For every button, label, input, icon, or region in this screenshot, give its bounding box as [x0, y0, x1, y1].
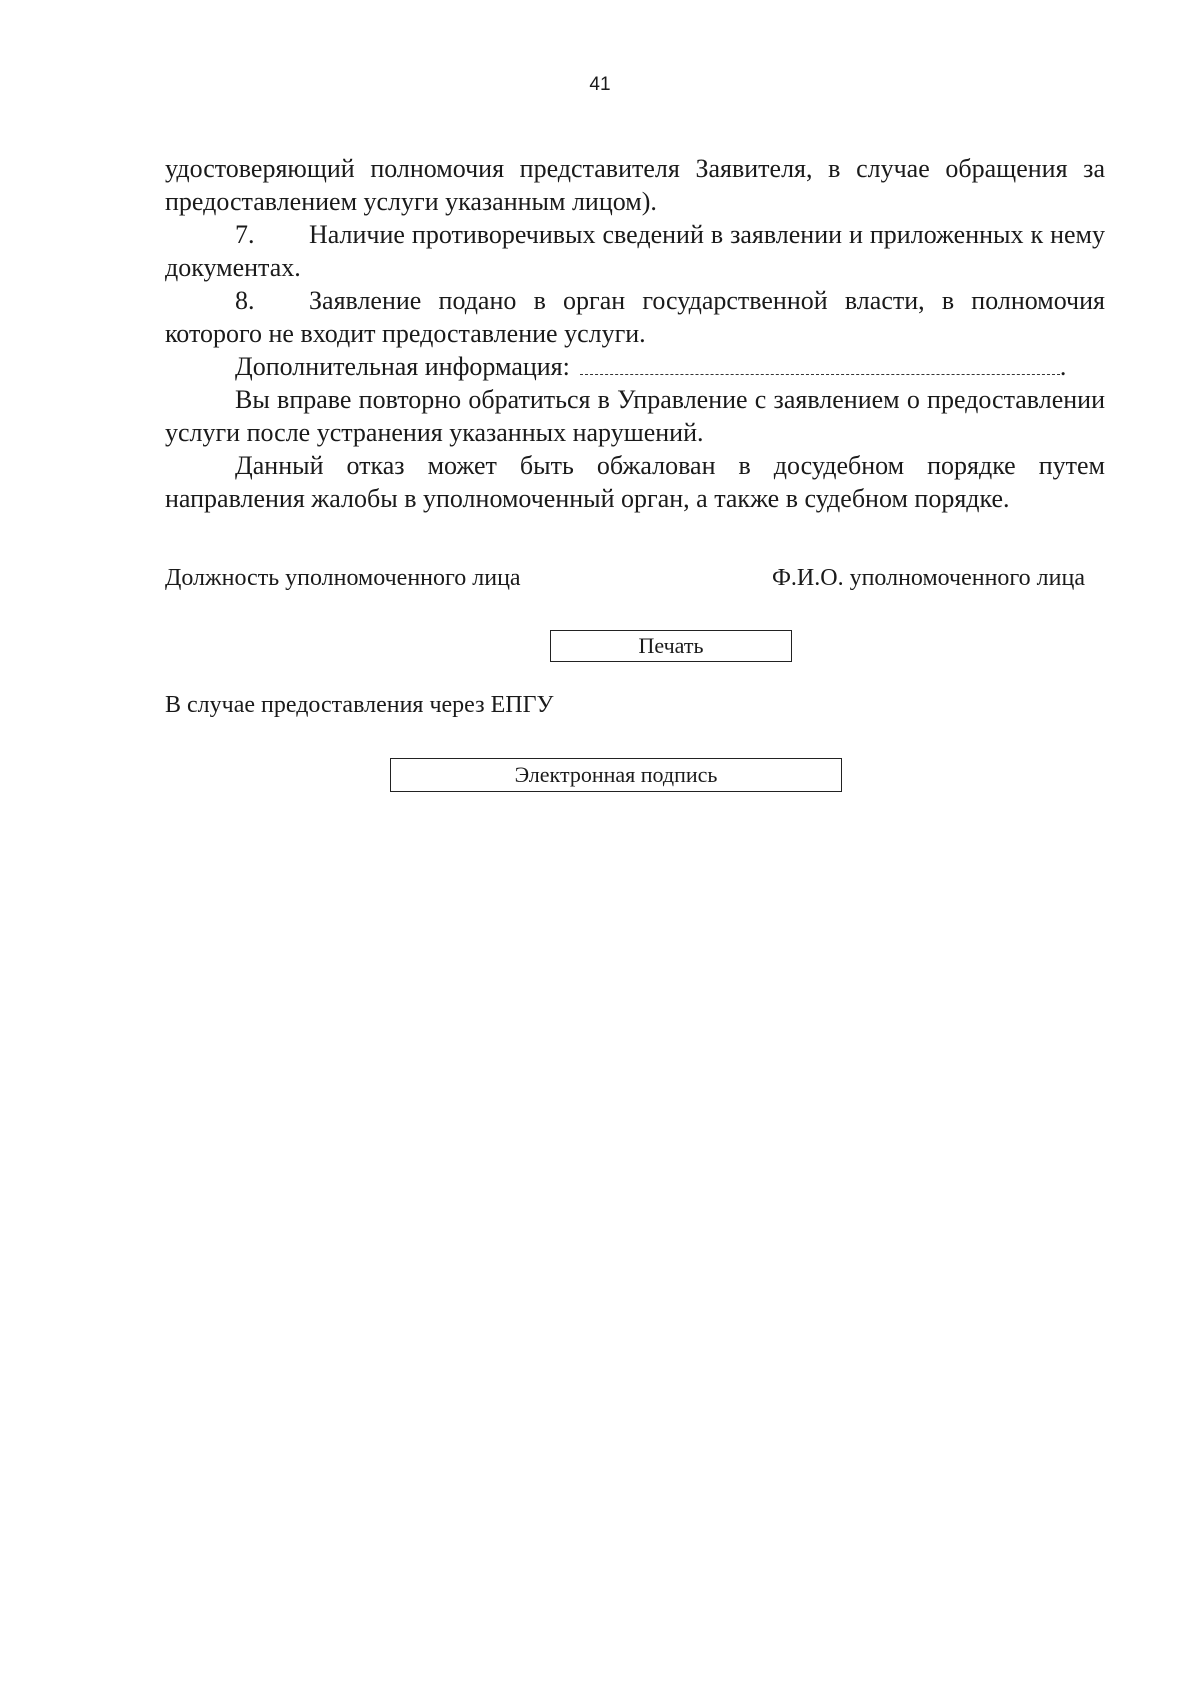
item-7-number: 7.: [235, 220, 255, 249]
item-7: [165, 218, 1105, 284]
position-label: Должность уполномоченного лица: [165, 565, 521, 591]
additional-info-blank: [580, 352, 1060, 375]
additional-info-line: [165, 350, 1105, 383]
additional-info-label: Дополнительная информация:: [235, 352, 570, 381]
name-label: Ф.И.О. уполномоченного лица: [771, 565, 1085, 591]
document-body: [165, 152, 1105, 515]
electronic-signature-box: Электронная подпись: [390, 758, 842, 792]
additional-info-end: .: [1059, 352, 1067, 381]
continuation-paragraph: удостоверяющий полномочия представителя Заявителя, в случае обращения за предоставлением услуги указанным лицом).: [165, 154, 1105, 216]
item-8-text: Заявление подано в орган государственной власти, в полномочия которого не входит предоставление услуги.: [165, 286, 1105, 348]
gosuslugi-note: В случае предоставления через ЕПГУ: [165, 692, 554, 718]
item-8: [165, 284, 1105, 350]
item-8-number: 8.: [235, 286, 255, 315]
stamp-box: Печать: [550, 630, 792, 662]
item-7-text: Наличие противоречивых сведений в заявлении и приложенных к нему документах.: [165, 220, 1105, 282]
reapply-paragraph: Вы вправе повторно обратиться в Управление с заявлением о предоставлении услуги после устранения указанных нарушений.: [165, 385, 1105, 447]
appeal-paragraph: Данный отказ может быть обжалован в досудебном порядке путем направления жалобы в уполномоченный орган, а также в судебном порядке.: [165, 451, 1105, 513]
page-number: 41: [589, 74, 611, 95]
